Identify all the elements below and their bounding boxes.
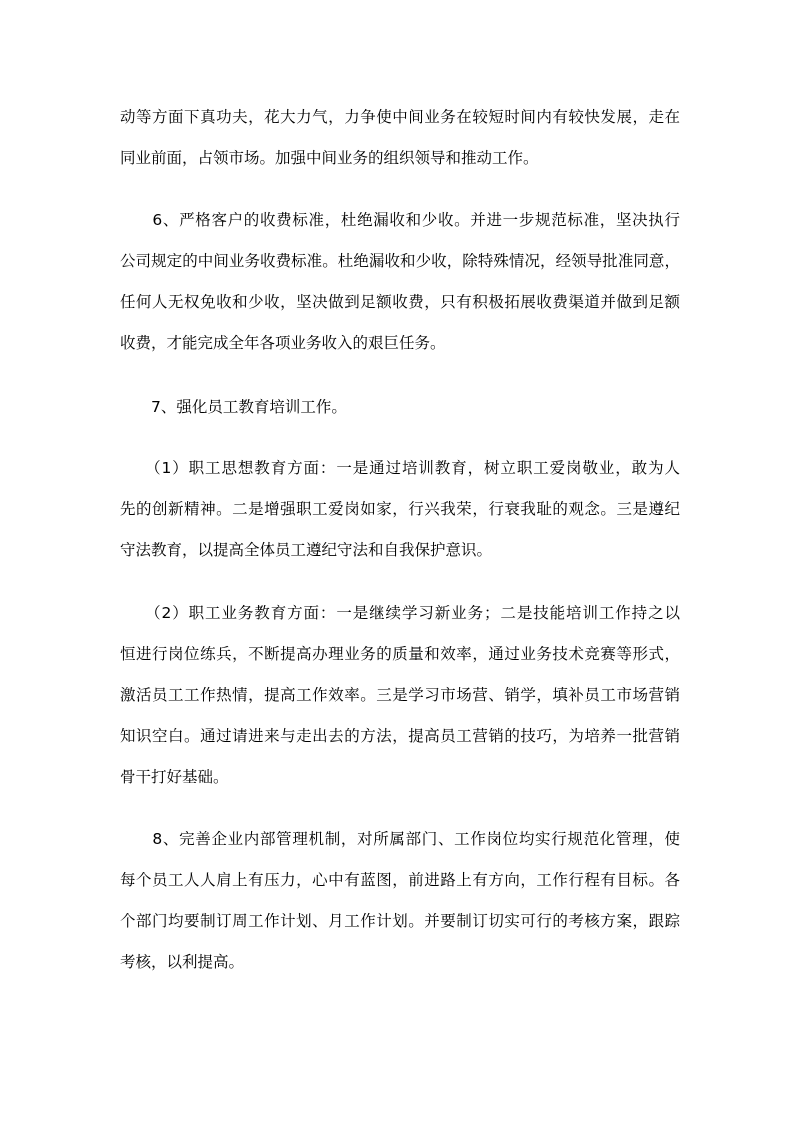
text-line: 激活员工工作热情，提高工作效率。三是学习市场营、销学，填补员工市场营销 (120, 686, 680, 704)
text-line: 同业前面，占领市场。加强中间业务的组织领导和推动工作。 (120, 149, 539, 167)
text-line: 每个员工人人肩上有压力，心中有蓝图，前进路上有方向，工作行程有目标。各 (120, 871, 680, 889)
text-line: 先的创新精神。二是增强职工爱岗如家，行兴我荣，行衰我耻的观念。三是遵纪 (120, 500, 680, 518)
text-line: 动等方面下真功夫，花大力气，力争使中间业务在较短时间内有较快发展，走在 (120, 108, 680, 126)
text-line: 知识空白。通过请进来与走出去的方法，提高员工营销的技巧，为培养一批营销 (120, 727, 680, 745)
paragraph-item-6 (120, 200, 680, 364)
text-line: 恒进行岗位练兵，不断提高办理业务的质量和效率，通过业务技术竞赛等形式， (120, 645, 680, 663)
text-line: 个部门均要制订周工作计划、月工作计划。并要制订切实可行的考核方案，跟踪 (120, 912, 680, 930)
text-line: 任何人无权免收和少收，坚决做到足额收费，只有积极拓展收费渠道并做到足额 (120, 293, 680, 311)
text-line: 守法教育，以提高全体员工遵纪守法和自我保护意识。 (120, 541, 493, 559)
text-line: 骨干打好基础。 (120, 768, 229, 786)
paragraph-continuation (120, 97, 680, 179)
text-line: 7、强化员工教育培训工作。 (120, 398, 347, 416)
text-line: 考核，以利提高。 (120, 953, 245, 971)
paragraph-item-7-1 (120, 448, 680, 571)
text-line: 公司规定的中间业务收费标准。杜绝漏收和少收，除特殊情况，经领导批准同意， (120, 252, 680, 270)
text-line: 8、完善企业内部管理机制，对所属部门、工作岗位均实行规范化管理，使 (120, 830, 680, 848)
paragraph-item-7 (120, 387, 680, 428)
paragraph-item-8 (120, 819, 680, 983)
text-line: （2）职工业务教育方面：一是继续学习新业务；二是技能培训工作持之以 (120, 604, 680, 622)
text-line: 收费，才能完成全年各项业务收入的艰巨任务。 (120, 334, 446, 352)
paragraph-item-7-2 (120, 593, 680, 798)
text-line: （1）职工思想教育方面：一是通过培训教育，树立职工爱岗敬业，敢为人 (120, 459, 680, 477)
text-line: 6、严格客户的收费标准，杜绝漏收和少收。并进一步规范标准，坚决执行 (120, 211, 680, 229)
